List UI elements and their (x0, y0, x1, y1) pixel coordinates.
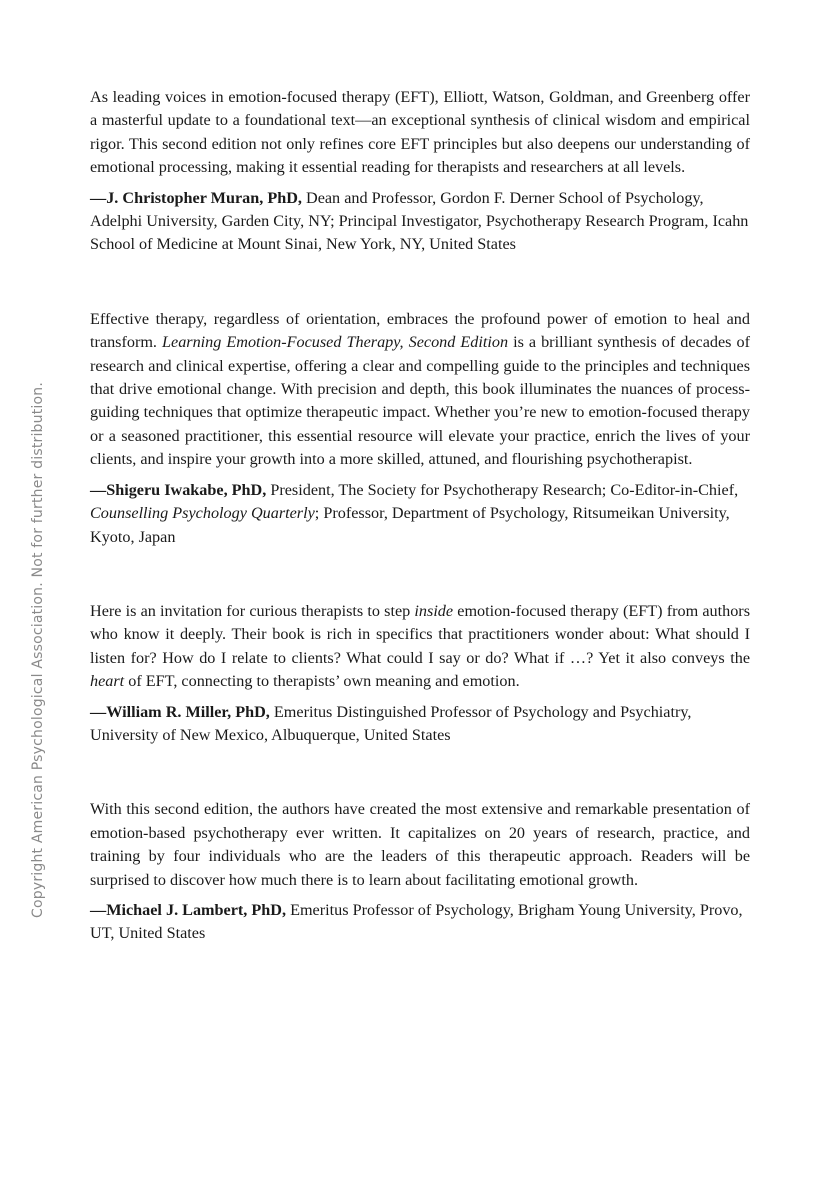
endorser-affiliation: Dean and Professor, Gordon F. Derner School of Psychology, Adelphi University, Garden City, NY; Principal Investigator, Psychotherapy Research Program, Icahn School of Medicine at Mount Sinai, New York, NY, United States (90, 188, 749, 254)
endorsement-quote (90, 86, 750, 180)
quote-text: As leading voices in emotion-focused therapy (EFT), Elliott, Watson, Goldman, and Greenberg offer a masterful update to a foundational text—an exceptional synthesis of clinical wisdom and empirical rigor. This second edition not only refines core EFT principles but also deepens our understanding of emotional processing, making it essential reading for therapists and researchers at all levels. (90, 88, 750, 177)
endorsement-muran (90, 86, 750, 257)
endorsement-attribution (90, 899, 750, 946)
endorser-name: —Shigeru Iwakabe, PhD, (90, 480, 267, 499)
endorsement-attribution (90, 187, 750, 257)
book-title: Learning Emotion-Focused Therapy, Second Edition (162, 333, 509, 352)
endorser-name: —Michael J. Lambert, PhD, (90, 900, 287, 919)
quote-text: emotion-focused therapy (EFT) from authors who know it deeply. Their book is rich in specifics that practitioners wonder about: What should I listen for? How do I relate to clients? What could I say or do? What if …? Yet it also conveys the (90, 601, 750, 667)
endorsements-page (90, 86, 750, 946)
emphasis-text: heart (90, 672, 125, 691)
endorser-affiliation: President, The Society for Psychotherapy Research; Co-Editor-in-Chief, (266, 480, 739, 499)
quote-text: of EFT, connecting to therapists’ own meaning and emotion. (124, 672, 520, 691)
endorsement-miller (90, 600, 750, 747)
quote-text: Here is an invitation for curious therapists to step (90, 601, 415, 620)
quote-text: With this second edition, the authors have created the most extensive and remarkable presentation of emotion-based psychotherapy ever written. It capitalizes on 20 years of research, practice, and training by four individuals who are the leaders of this therapeutic approach. Readers will be surprised to discover how much there is to learn about facilitating emotional growth. (90, 800, 750, 889)
quote-text: is a brilliant synthesis of decades of research and clinical expertise, offering a clear and compelling guide to the principles and techniques that drive emotional change. With precision and depth, this book illuminates the nuances of process-guiding techniques that optimize therapeutic impact. Whether you’re new to emotion-focused therapy or a seasoned practitioner, this essential resource will elevate your practice, enrich the lives of your clients, and inspire your growth into a more skilled, attuned, and flourishing psychotherapist. (90, 333, 750, 469)
endorsement-attribution (90, 701, 750, 748)
endorsement-iwakabe (90, 308, 750, 549)
endorser-name: —William R. Miller, PhD, (90, 702, 270, 721)
endorsement-attribution (90, 479, 750, 549)
copyright-watermark: Copyright American Psychological Association. Not for further distribution. (30, 382, 46, 918)
endorsement-quote (90, 600, 750, 694)
endorsement-quote (90, 308, 750, 472)
quote-text: Effective therapy, regardless of orientation, embraces the profound power of emotion to heal and transform. (90, 309, 750, 352)
emphasis-text: inside (414, 601, 454, 620)
journal-title: Counselling Psychology Quarterly (90, 504, 315, 523)
endorsement-lambert (90, 798, 750, 945)
endorser-affiliation: Emeritus Distinguished Professor of Psychology and Psychiatry, University of New Mexico, Albuquerque, United States (90, 702, 692, 744)
endorser-affiliation: Emeritus Professor of Psychology, Brigham Young University, Provo, UT, United States (90, 900, 743, 943)
endorser-affiliation: ; Professor, Department of Psychology, Ritsumeikan University, Kyoto, Japan (90, 504, 730, 546)
endorser-name: —J. Christopher Muran, PhD, (90, 188, 302, 207)
endorsement-quote (90, 798, 750, 892)
